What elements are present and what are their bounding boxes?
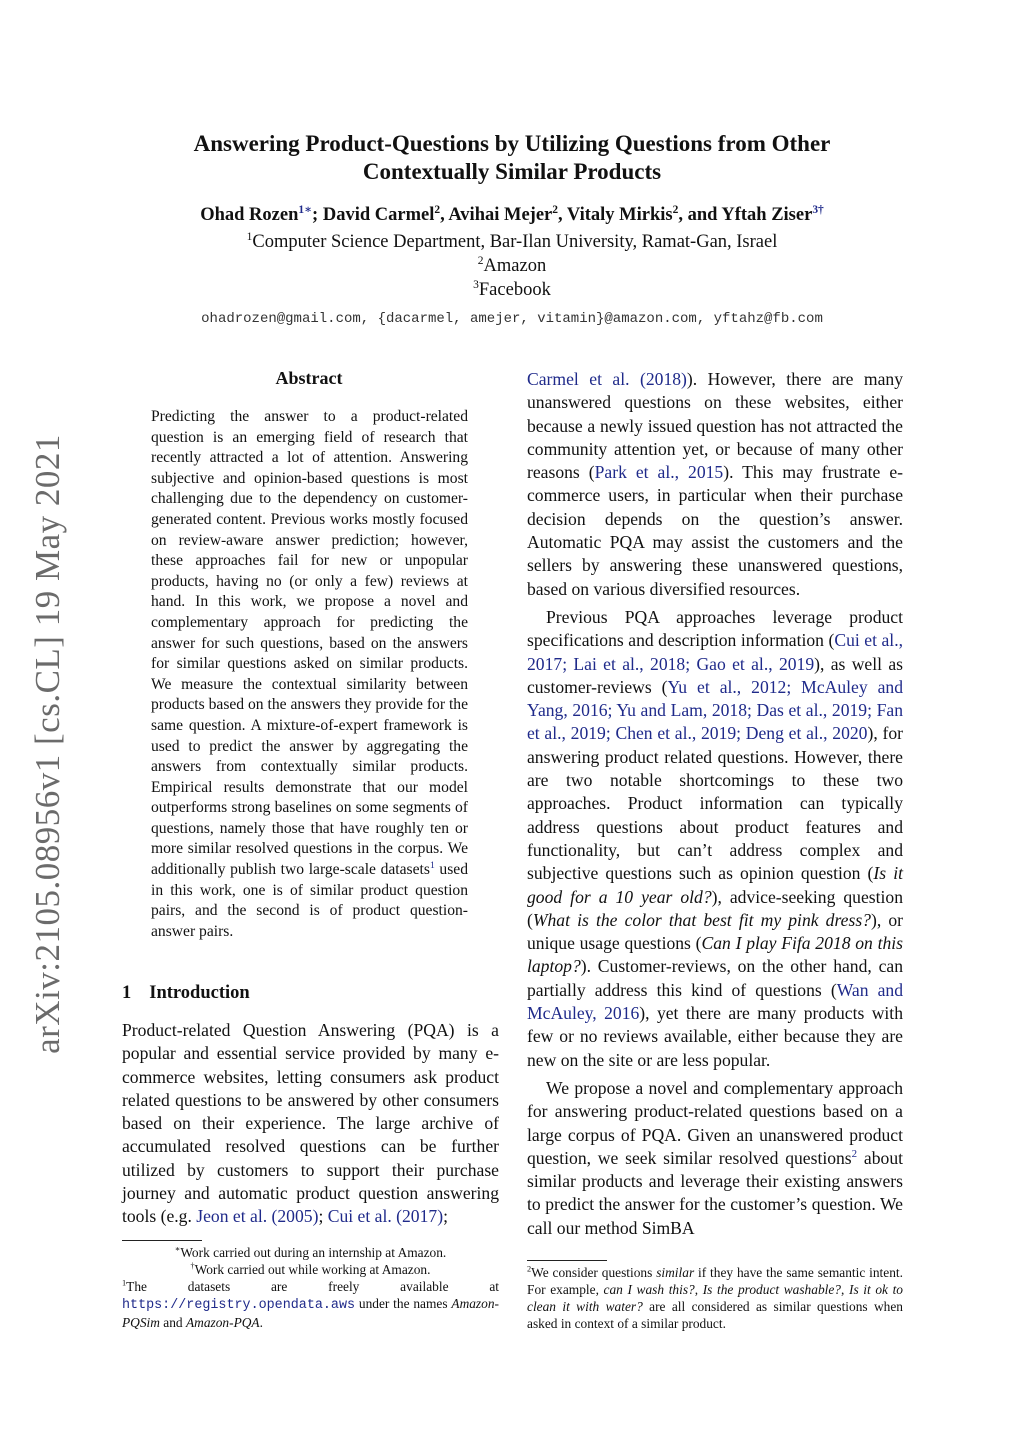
author-name: Yftah Ziser — [721, 205, 813, 225]
body-text: about similar products and leverage their existing answers to predict the answer for the customer’s question. We call our method SimBA — [527, 1147, 903, 1238]
affiliation-mark: 3 — [473, 278, 479, 291]
body-text: ), yet there are many products with few or no reviews available, either because they are new on the site or are less popular. — [527, 1003, 903, 1070]
author-name: Avihai Mejer — [448, 205, 553, 225]
author-affiliation-mark[interactable]: 1∗ — [298, 203, 313, 216]
body-text: We propose a novel and complementary approach for answering product-related questions based on a large corpus of PQA. Given an unanswered product question, we seek similar resolved questions — [527, 1077, 903, 1168]
abstract-text: used in this work, one is of similar product question pairs, and the second is of product question-answer pairs. — [151, 861, 469, 940]
body-text: Product-related Question Answering (PQA) is a popular and essential service provided by many e-commerce websites, letting consumers ask product related questions to be answered by other consumers based on their experience. The large archive of accumulated resolved questions can be further utilized by customers to support their purchase journey and automatic product question answering tools (e.g. — [122, 1020, 499, 1227]
footnote-text: if they have the same semantic intent. For example, — [527, 1265, 903, 1297]
footnote-italic: Is the product washable? — [702, 1282, 842, 1297]
body-text: ). This may frustrate e-commerce users, in particular when their purchase decision depends on the question’s answer. Automatic PQA may assist the customers and the sellers by answering these unanswered questions, based on various diversified resources. — [527, 462, 903, 599]
example-question: What is the color that best fit my pink dress? — [532, 909, 871, 930]
arxiv-identifier: arXiv:2105.08956v1 [cs.CL] 19 May 2021 — [28, 434, 67, 1054]
citation-link[interactable]: Carmel et al. (2018) — [527, 369, 687, 389]
body-text: ; — [318, 1206, 328, 1227]
body-paragraph — [527, 606, 903, 1072]
author-emails: ohadrozen@gmail.com, {dacarmel, amejer, vitamin}@amazon.com, yftahz@fb.com — [201, 311, 823, 327]
affiliation-mark: 1 — [246, 230, 253, 243]
author-affiliation-mark[interactable]: 3† — [812, 203, 824, 216]
footnote-text: , — [694, 1282, 703, 1297]
citation-link[interactable]: Cui et al. (2017) — [327, 1206, 444, 1227]
footnote-italic: Is it ok to clean it with water? — [527, 1282, 903, 1314]
citation-link[interactable]: Jeon et al. (2005) — [196, 1206, 319, 1227]
abstract-body — [151, 407, 468, 942]
citation-link[interactable]: Park et al., 2015 — [594, 462, 724, 483]
author-separator: , — [440, 205, 449, 225]
title-line-1: Answering Product-Questions by Utilizing Questions from Other — [193, 131, 831, 156]
affiliation-text: Amazon — [483, 256, 547, 276]
dataset-url-link[interactable]: https://registry.opendata.aws — [122, 1298, 356, 1313]
footnote-text: are all considered as similar questions when asked in context of a similar product. — [527, 1299, 903, 1331]
body-text: ), or unique usage questions ( — [527, 909, 904, 954]
author-affiliation-mark: 2 — [552, 203, 558, 216]
footnote — [122, 1244, 499, 1261]
footnote-text: under the names — [355, 1296, 452, 1311]
footnote-text: The datasets are freely available at — [126, 1279, 499, 1294]
dataset-name: Amazon-PQSim — [122, 1296, 499, 1330]
right-column — [527, 368, 903, 1240]
footnote-mark: † — [190, 1261, 195, 1271]
footnote-rule — [122, 1240, 202, 1241]
abstract-heading: Abstract — [275, 368, 343, 388]
body-text: ). Customer-reviews, on the other hand, can partially address this kind of questions ( — [527, 956, 903, 1000]
author-separator: ; — [312, 205, 323, 225]
affiliation-text: Computer Science Department, Bar-Ilan University, Ramat-Gan, Israel — [252, 232, 778, 252]
body-text: ), for answering product related questions. However, there are two notable shortcomings to these two approaches. Product information can typically address questions about product features and functionality, but can’t address complex and subjective questions such as opinion question ( — [527, 723, 903, 884]
paper-title — [150, 130, 874, 186]
footnote-italic: can I wash this? — [603, 1282, 695, 1297]
footnote-rule — [527, 1260, 607, 1261]
author-affiliation-mark: 2 — [672, 203, 679, 216]
abstract-text: Predicting the answer to a product-related question is an emerging field of research that recently attracted a lot of attention. Answering subjective and opinion-based questions is most challenging due to the dependency on customer-generated content. Previous works mostly focused on review-aware answer prediction; however, these approaches fail for new or unpopular products, having no (or only a few) reviews at hand. In this work, we propose a novel and complementary approach for predicting the answer for such questions, based on the answers for similar questions asked on similar products. We measure the contextual similarity between products based on the answers they provide for the same question. A mixture-of-expert framework is used to predict the answer by aggregating the answers from contextually similar products. Empirical results demonstrate that our model outperforms strong baselines on some segments of questions, namely those that have roughly ten or more similar resolved questions in the corpus. We additionally publish two large-scale datasets — [151, 408, 468, 879]
footnote-italic: similar — [656, 1265, 695, 1280]
body-paragraph — [527, 368, 903, 601]
title-line-2: Contextually Similar Products — [362, 159, 662, 184]
footnote-text: and — [159, 1315, 186, 1330]
body-text: ; — [443, 1206, 448, 1227]
footnote-text: , — [841, 1282, 849, 1297]
citation-link[interactable]: Wan and McAuley, 2016 — [527, 979, 903, 1024]
footnote-mark[interactable]: 1 — [429, 859, 435, 871]
section-heading-introduction — [122, 983, 250, 1004]
intro-paragraph — [122, 1019, 499, 1229]
author-separator: , — [557, 205, 567, 225]
author-list — [100, 205, 924, 226]
footnote-mark: 1 — [122, 1278, 127, 1288]
footnotes-left — [122, 1240, 499, 1331]
affiliation — [100, 232, 924, 253]
footnote-mark: ∗ — [174, 1244, 181, 1254]
footnote-text: We consider questions — [531, 1265, 657, 1280]
footnote-mark: 2 — [527, 1264, 532, 1274]
affiliation-mark: 2 — [477, 254, 484, 267]
body-text: ), as well as customer-reviews ( — [527, 653, 903, 697]
footnotes-right — [527, 1260, 903, 1332]
affiliation — [100, 256, 924, 277]
example-question: Can I play Fifa 2018 on this laptop? — [527, 933, 903, 977]
section-title: Introduction — [149, 983, 250, 1003]
body-paragraph — [527, 1077, 903, 1240]
affiliation — [100, 280, 924, 301]
author-name: David Carmel — [322, 205, 435, 225]
footnote — [122, 1261, 499, 1278]
author-separator: , and — [678, 205, 722, 225]
body-text: Previous PQA approaches leverage product specifications and description information ( — [527, 606, 903, 651]
footnote — [527, 1264, 903, 1332]
footnote — [122, 1278, 499, 1331]
footnote-text: Work carried out during an internship at Amazon. — [180, 1245, 447, 1260]
footnote-mark[interactable]: 2 — [851, 1147, 858, 1160]
body-text: ), advice-seeking question ( — [527, 886, 903, 930]
dataset-name: Amazon-PQA — [185, 1315, 260, 1330]
author-name: Vitaly Mirkis — [566, 205, 673, 225]
section-number: 1 — [122, 983, 132, 1003]
author-affiliation-mark: 2 — [434, 203, 441, 216]
citation-link[interactable]: Cui et al., 2017; Lai et al., 2018; Gao et al., 2019 — [527, 630, 903, 674]
footnote-text: . — [259, 1315, 263, 1330]
example-question: Is it good for a 10 year old? — [527, 863, 903, 907]
body-text: ). However, there are many unanswered questions on these websites, either because a newly issued question has not attracted the community attention yet, or because of many other reasons ( — [527, 369, 903, 483]
author-name: Ohad Rozen — [200, 205, 299, 225]
affiliation-text: Facebook — [478, 280, 551, 300]
footnote-text: Work carried out while working at Amazon. — [194, 1262, 431, 1277]
citation-link[interactable]: Yu et al., 2012; McAuley and Yang, 2016; Yu and Lam, 2018; Das et al., 2019; Fan et al., 2019; Chen et al., 2019; Deng et al., 2020 — [527, 676, 903, 744]
